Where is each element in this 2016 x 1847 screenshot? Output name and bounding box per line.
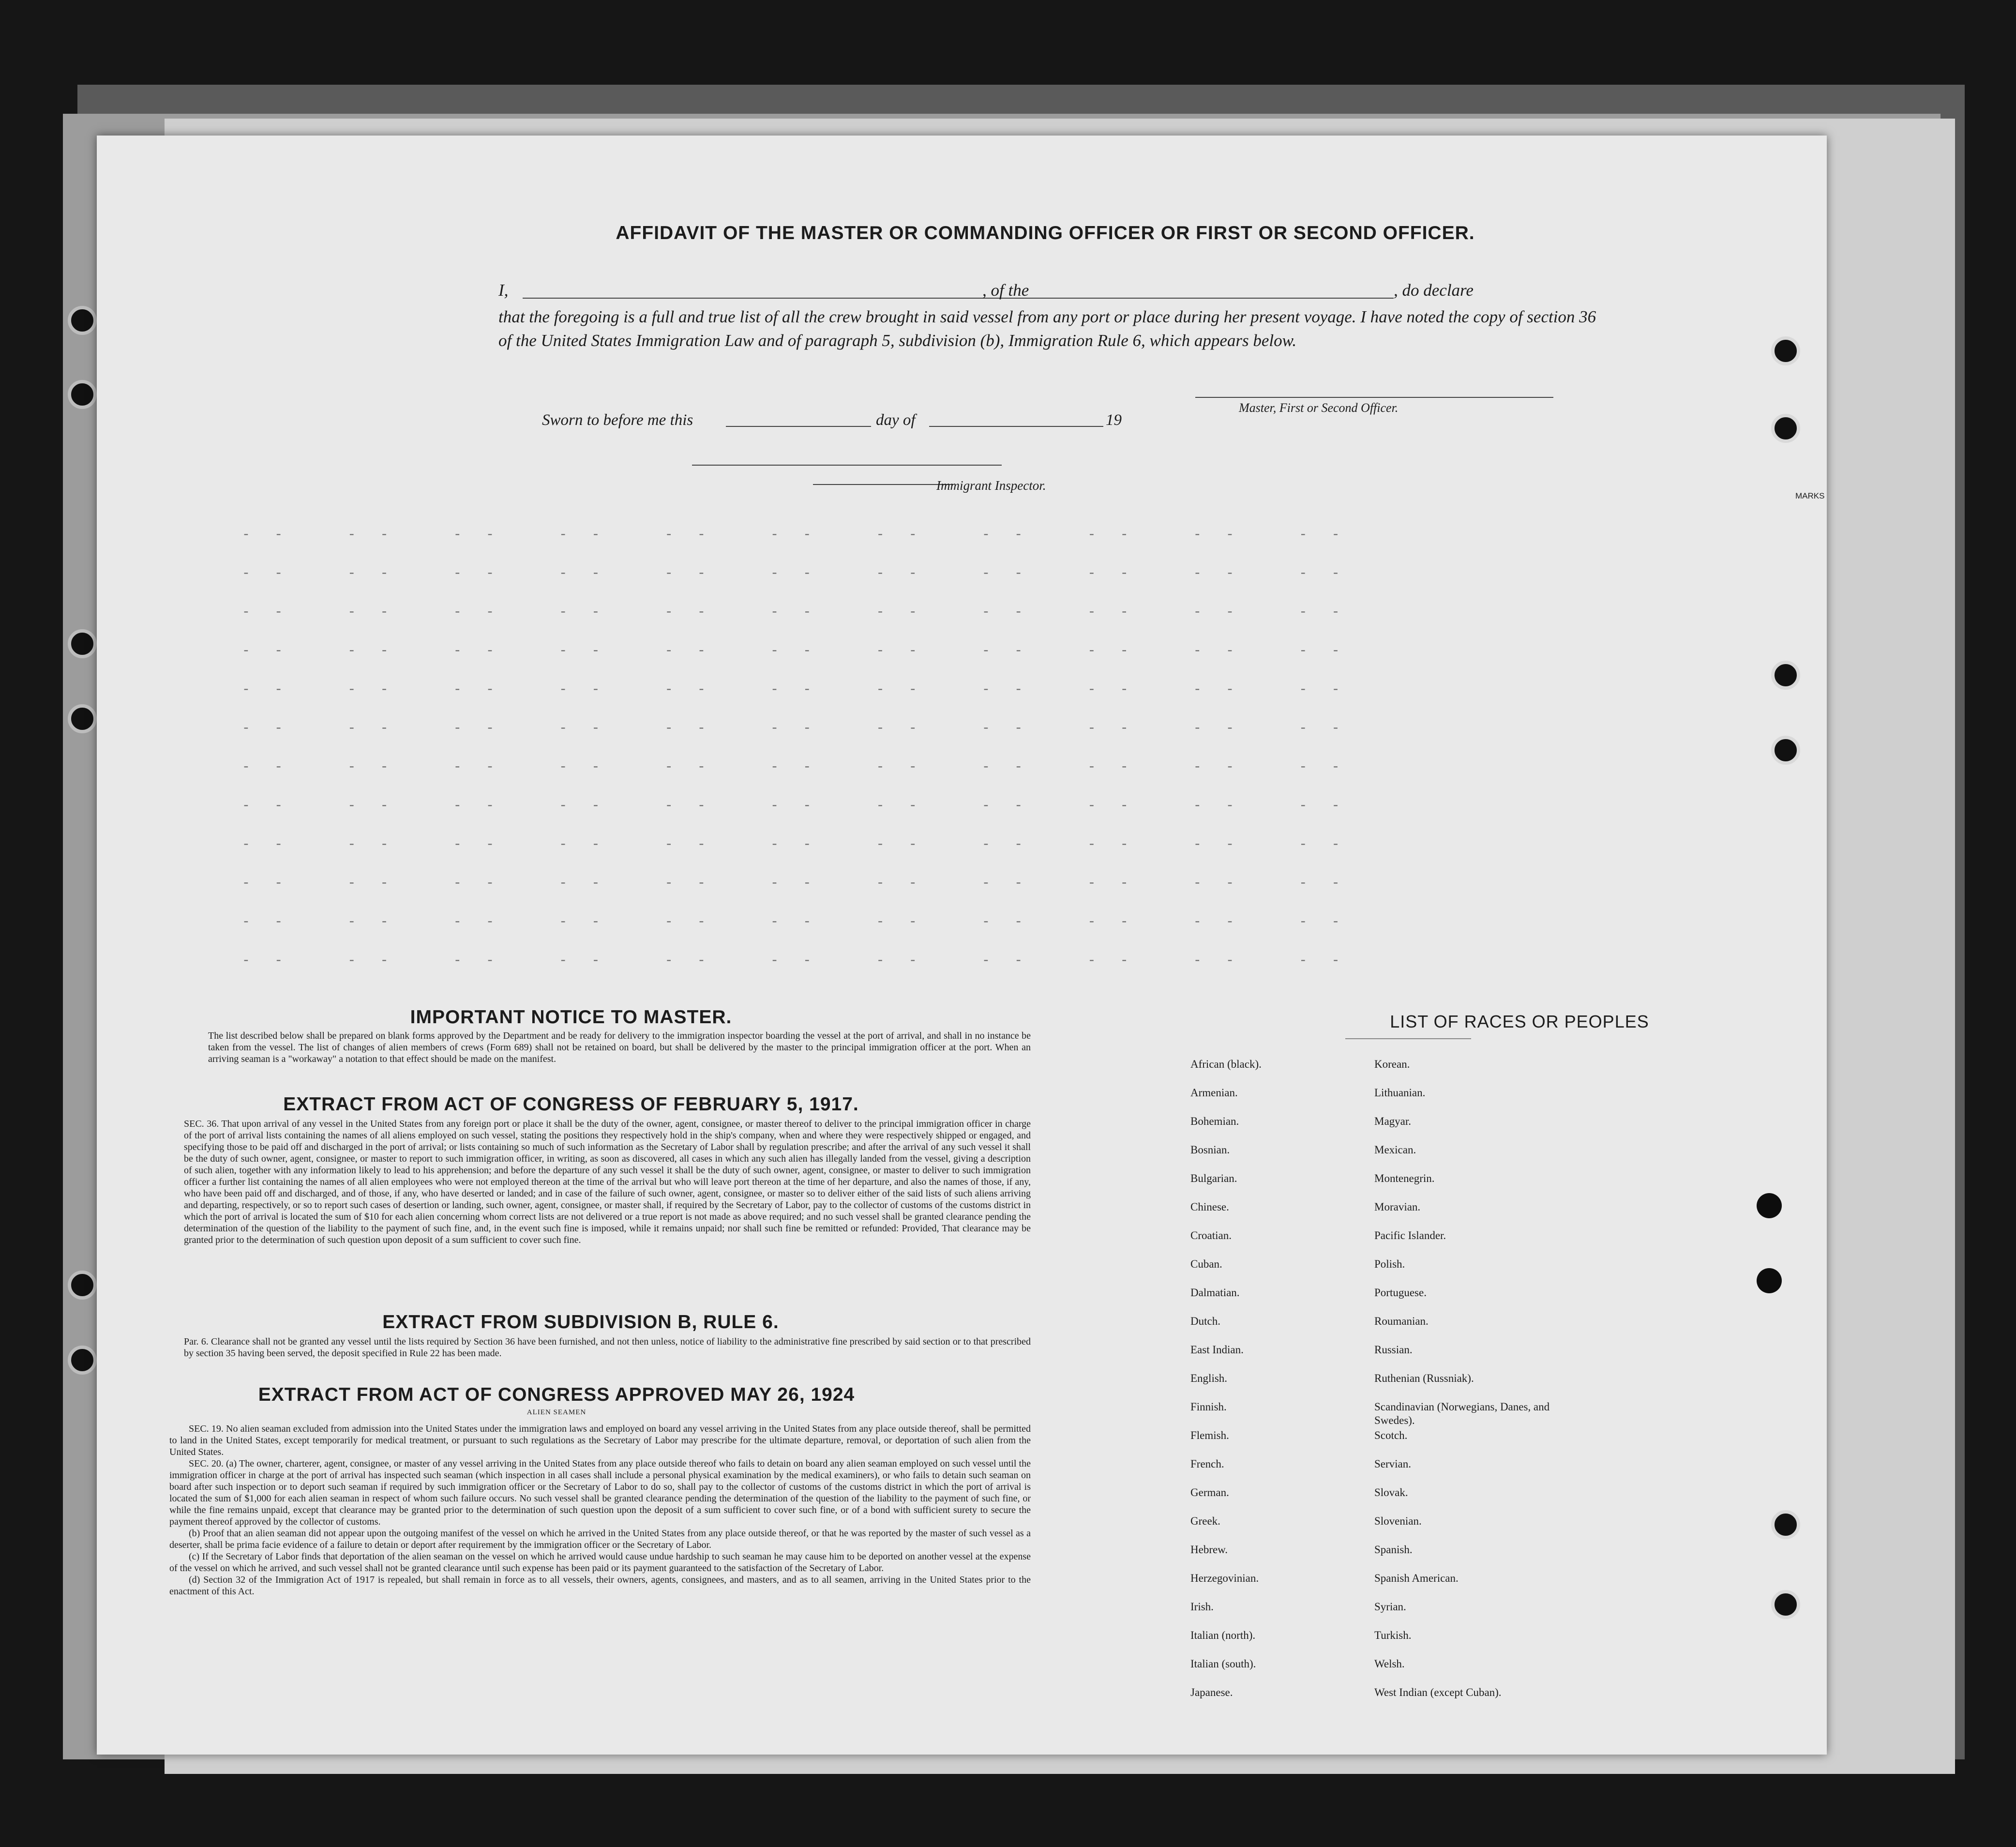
race-item: Spanish American. (1374, 1572, 1459, 1584)
notice-title: IMPORTANT NOTICE TO MASTER. (410, 1007, 732, 1028)
binder-hole (1771, 336, 1800, 365)
race-item: English. (1190, 1372, 1228, 1384)
alien-seamen-subtitle: ALIEN SEAMEN (527, 1408, 587, 1416)
race-item: Bohemian. (1190, 1115, 1239, 1127)
do-declare-label: , do declare (1394, 281, 1474, 300)
declarant-line (498, 281, 508, 300)
binder-hole (68, 629, 97, 658)
binder-hole (1771, 1510, 1800, 1539)
i-label: I, (498, 281, 509, 300)
race-item: Korean. (1374, 1058, 1410, 1070)
punch-hole (1757, 1268, 1782, 1293)
race-item: Italian (north). (1190, 1629, 1256, 1641)
race-item: Servian. (1374, 1458, 1412, 1470)
race-item: Scotch. (1374, 1429, 1408, 1441)
races-right-column (1374, 1058, 1558, 1714)
ledger-row: - - - - - - - - - - - - - - - - - - - - - - (242, 682, 1340, 697)
extract-1924-paragraph: SEC. 19. No alien seaman excluded from admission into the United States under the immigration laws and employed on board any vessel arriving in the United States from any place outside thereof, shall be permitted to land in the United States, except temporarily for medical treatment, or pursuant to such regulations as the Secretary of Labor may prescribe for the ultimate departure, removal, or deportation of such alien from the United States. (169, 1423, 1031, 1457)
vessel-blank (1055, 298, 1394, 299)
ledger-row: - - - - - - - - - - - - - - - - - - - - - - (242, 760, 1340, 775)
affidavit-title: AFFIDAVIT OF THE MASTER OR COMMANDING OFFICER OR FIRST OR SECOND OFFICER. (616, 223, 1475, 243)
race-item: Moravian. (1374, 1201, 1421, 1213)
ledger-row: - - - - - - - - - - - - - - - - - - - - - - (242, 721, 1340, 736)
race-item: Croatian. (1190, 1229, 1232, 1241)
race-item: Bosnian. (1190, 1144, 1230, 1156)
ledger-row: - - - - - - - - - - - - - - - - - - - - - - (242, 915, 1340, 930)
binder-hole (1771, 414, 1800, 443)
races-title-rule (1345, 1038, 1471, 1039)
master-label: Master, First or Second Officer. (1239, 401, 1399, 415)
extract-rule6-title: EXTRACT FROM SUBDIVISION B, RULE 6. (382, 1312, 779, 1332)
extract-1917-title: EXTRACT FROM ACT OF CONGRESS OF FEBRUARY 5, 1917. (283, 1094, 859, 1115)
binder-hole (68, 380, 97, 409)
master-signature-line (1195, 397, 1553, 398)
race-item: Ruthenian (Russniak). (1374, 1372, 1474, 1384)
day-of-label: day of (876, 411, 916, 429)
races-title: LIST OF RACES OR PEOPLES (1390, 1012, 1649, 1031)
race-item: Pacific Islander. (1374, 1229, 1446, 1241)
month-blank (929, 426, 1103, 427)
race-item: Flemish. (1190, 1429, 1229, 1441)
affidavit-body: that the foregoing is a full and true list of all the crew brought in said vessel from any port or place during her present voyage. I have noted the copy of section 36 of the United States Immigration Law and of paragraph 5, subdivision (b), Immigration Rule 6, which appears below. (498, 307, 1596, 350)
race-item: Spanish. (1374, 1544, 1413, 1556)
race-item: Japanese. (1190, 1686, 1233, 1698)
race-item: Montenegrin. (1374, 1172, 1435, 1184)
extract-1924-paragraph: (d) Section 32 of the Immigration Act of 1917 is repealed, but shall remain in force as to all vessels, their owners, agents, consignees, and masters, and as to all seamen, arriving in the United States prior to the enactment of this Act. (169, 1574, 1031, 1597)
binder-hole (68, 1346, 97, 1375)
year-label: 19 (1106, 411, 1122, 429)
race-item: Herzegovinian. (1190, 1572, 1259, 1584)
race-item: Syrian. (1374, 1601, 1406, 1613)
race-item: Cuban. (1190, 1258, 1222, 1270)
notice-text: The list described below shall be prepared on blank forms approved by the Department and be ready for delivery to the immigration inspector boarding the vessel at the port of arrival, and shall in no instance be taken from the vessel. The list of changes of alien members of crews (Form 689) shall not be retained on board, but shall be delivered by the master to the principal immigration officer at the port. When an arriving seaman is a "workaway" a notation to that effect should be made on the manifest. (208, 1030, 1031, 1064)
race-item: Polish. (1374, 1258, 1405, 1270)
binder-hole (68, 1271, 97, 1300)
remarks-fragment: MARKS (1795, 491, 1825, 500)
extract-1924-paragraph: (b) Proof that an alien seaman did not appear upon the outgoing manifest of the vessel on which he arrived in the United States from any place outside thereof, or that he was reported by the master of such vessel as a deserter, shall be prima facie evidence of a failure to detain or deport after requirement by the immigration officer or the Secretary of Labor. (169, 1528, 1031, 1550)
race-item: Russian. (1374, 1344, 1413, 1356)
race-item: African (black). (1190, 1058, 1262, 1070)
ledger-row: - - - - - - - - - - - - - - - - - - - - - - (242, 605, 1340, 620)
extract-1924-paragraph: SEC. 20. (a) The owner, charterer, agent, consignee, or master of any vessel arriving in the United States from any place outside thereof who fails to detain on board any alien seaman employed on such vessel until the immigration officer in charge at the port of arrival has inspected such seaman (which inspection in all cases shall include a personal physical examination by the medical examiners), or who fails to detain such seaman on board after such inspection or to deport such seaman if required by such immigration officer or the Secretary of Labor to do so, shall pay to the collector of customs of the customs district in which the port of arrival is located the sum of $1,000 for each alien seaman in respect of whom such failure occurs. No such vessel shall be granted clearance pending the determination of the question of the liability to the payment of such fine, or while the fine remains unpaid, except that clearance may be granted prior to the determination of such question upon the deposit of a sum sufficient to cover such fine, or of a bond with sufficient surety to secure the payment thereof approved by the collector of customs. (169, 1458, 1031, 1527)
binder-hole (1771, 661, 1800, 690)
race-item: Finnish. (1190, 1401, 1227, 1413)
extract-1917-text: SEC. 36. That upon arrival of any vessel in the United States from any foreign port or place it shall be the duty of the owner, agent, consignee, or master thereof to deliver to the principal immigration officer in charge of the port of arrival lists containing the names of all aliens employed on such vessel, stating the positions they respectively hold in the ship's company, when and where they were respectively shipped or engaged, and specifying those to be paid off and discharged in the port of arrival; or lists containing so much of such information as the Secretary of Labor shall by regulation prescribe; and after the arrival of any such vessel it shall be the duty of such owner, agent, consignee, or master to report to such immigration officer, in writing, as soon as discovered, all cases in which any such alien has illegally landed from the vessel, giving a description of such alien, together with any information likely to lead to his apprehension; and before the departure of any such vessel it shall be the duty of such owner, agent, consignee, or master to deliver to such immigration officer a further list containing the names of all alien employees who were not employed thereon at the time of the arrival but who will leave port thereon at the time of her departure, and also the names of those, if any, who have been paid off and discharged, and of those, if any, who have deserted or landed; and in case of the failure of such owner, agent, consignee, or master so to deliver either of the said lists of such aliens arriving and departing, respectively, or so to report such cases of desertion or landing, such owner, agent, consignee, or master shall, if required by the Secretary of Labor, pay to the collector of customs of the customs district in which the port of arrival is located the sum of $10 for each alien concerning whom correct lists are not delivered or a true report is not made as above required; and no such vessel shall be granted clearance pending the determination of the question of the liability to the payment of such fine, and, in the event such fine is imposed, while it remains unpaid; nor shall such fine be remitted or refunded: Provided, That clearance may be granted prior to the determination of such question upon deposit of a sum sufficient to cover such fine. (184, 1119, 1031, 1245)
extract-1924-paragraph: (c) If the Secretary of Labor finds that deportation of the alien seaman on the vessel on which he arrived would cause undue hardship to such seaman he may cause him to be deported on another vessel at the expense of the vessel on which he arrived, and such vessel shall not be granted clearance until such expense has been paid or its payment guaranteed to the satisfaction of the Secretary of Labor. (169, 1551, 1031, 1574)
ledger-row: - - - - - - - - - - - - - - - - - - - - - - (242, 876, 1340, 891)
race-item: West Indian (except Cuban). (1374, 1686, 1502, 1698)
race-item: Irish. (1190, 1601, 1214, 1613)
extract-1924-title: EXTRACT FROM ACT OF CONGRESS APPROVED MAY 26, 1924 (258, 1384, 855, 1405)
race-item: Turkish. (1374, 1629, 1412, 1641)
extract-1924-body (169, 1423, 1031, 1597)
binder-hole (1771, 736, 1800, 765)
inspector-line-top (692, 465, 1002, 466)
race-item: Dutch. (1190, 1315, 1220, 1327)
race-item: Italian (south). (1190, 1658, 1256, 1670)
race-item: Armenian. (1190, 1087, 1238, 1099)
race-item: Greek. (1190, 1515, 1220, 1527)
sworn-label: Sworn to before me this (542, 411, 693, 429)
race-item: Slovak. (1374, 1486, 1408, 1499)
race-item: Roumanian. (1374, 1315, 1429, 1327)
race-item: Mexican. (1374, 1144, 1416, 1156)
race-item: Lithuanian. (1374, 1087, 1426, 1099)
race-item: Slovenian. (1374, 1515, 1422, 1527)
race-item: French. (1190, 1458, 1224, 1470)
day-blank (726, 426, 871, 427)
race-item: Chinese. (1190, 1201, 1229, 1213)
race-item: Portuguese. (1374, 1287, 1427, 1299)
race-item: Magyar. (1374, 1115, 1412, 1127)
of-the-label: , of the (982, 281, 1029, 300)
race-item: Dalmatian. (1190, 1287, 1240, 1299)
ledger-row: - - - - - - - - - - - - - - - - - - - - - - (242, 528, 1340, 543)
inspector-line (813, 484, 953, 485)
race-item: Bulgarian. (1190, 1172, 1237, 1184)
races-left-column (1190, 1058, 1262, 1714)
binder-hole (68, 306, 97, 335)
extract-rule6-text: Par. 6. Clearance shall not be granted any vessel until the lists required by Section 36 have been furnished, and not then unless, notice of liability to the administrative fine prescribed by said section or to that prescribed by section 35 having been served, the deposit specified in Rule 22 has been made. (184, 1336, 1031, 1359)
ledger-row: - - - - - - - - - - - - - - - - - - - - - - (242, 837, 1340, 852)
race-item: East Indian. (1190, 1344, 1244, 1356)
binder-hole (68, 704, 97, 733)
binder-hole (1771, 1590, 1800, 1619)
race-item: Scandinavian (Norwegians, Danes, and Swedes). (1374, 1401, 1550, 1426)
ledger-row: - - - - - - - - - - - - - - - - - - - - - - (242, 799, 1340, 814)
race-item: Hebrew. (1190, 1544, 1228, 1556)
race-item: German. (1190, 1486, 1229, 1499)
ledger-row: - - - - - - - - - - - - - - - - - - - - - - (242, 566, 1340, 581)
ledger-row: - - - - - - - - - - - - - - - - - - - - - - (242, 954, 1340, 969)
punch-hole (1757, 1193, 1782, 1218)
ledger-row: - - - - - - - - - - - - - - - - - - - - - - (242, 644, 1340, 659)
inspector-label: Immigrant Inspector. (936, 478, 1046, 493)
manifest-page (97, 136, 1827, 1755)
race-item: Welsh. (1374, 1658, 1405, 1670)
